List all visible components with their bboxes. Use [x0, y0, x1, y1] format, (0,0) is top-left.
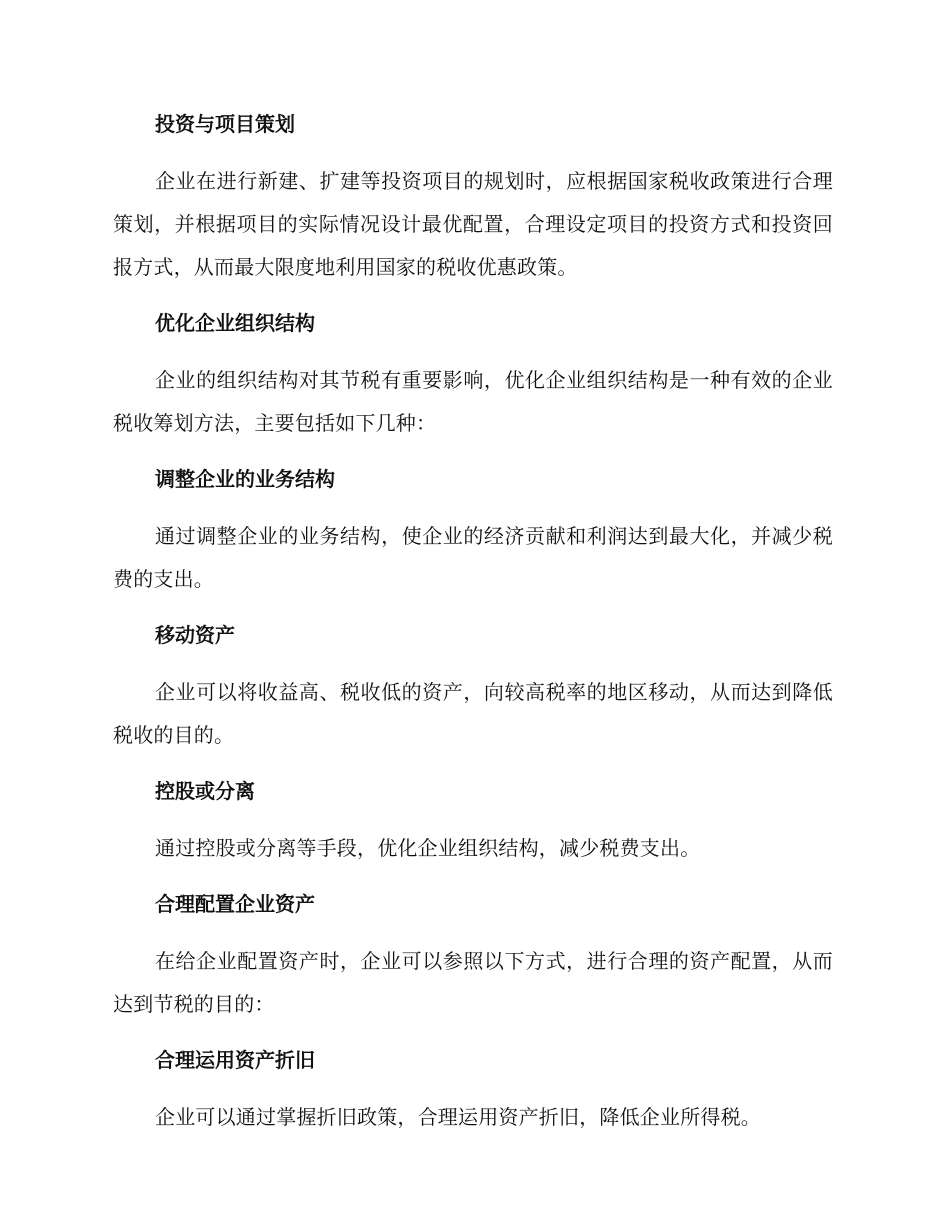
section-heading: 优化企业组织结构 — [155, 311, 315, 335]
section-paragraph: 企业的组织结构对其节税有重要影响，优化企业组织结构是一种有效的企业税收筹划方法，主要包括如下几种： — [113, 368, 833, 435]
document-page — [113, 108, 833, 1157]
section-paragraph: 在给企业配置资产时，企业可以参照以下方式，进行合理的资产配置，从而达到节税的目的： — [113, 949, 833, 1016]
section-heading: 调整企业的业务结构 — [155, 467, 335, 491]
section-heading: 控股或分离 — [155, 779, 255, 803]
section-heading: 合理配置企业资产 — [155, 892, 315, 916]
section-paragraph: 企业可以将收益高、税收低的资产，向较高税率的地区移动，从而达到降低税收的目的。 — [113, 680, 833, 747]
section-paragraph: 通过控股或分离等手段，优化企业组织结构，减少税费支出。 — [155, 836, 701, 860]
section-paragraph: 通过调整企业的业务结构，使企业的经济贡献和利润达到最大化，并减少税费的支出。 — [113, 524, 833, 591]
section-heading: 移动资产 — [155, 623, 235, 647]
section-heading: 投资与项目策划 — [155, 112, 295, 136]
section-paragraph: 企业在进行新建、扩建等投资项目的规划时，应根据国家税收政策进行合理策划，并根据项目的实际情况设计最优配置，合理设定项目的投资方式和投资回报方式，从而最大限度地利用国家的税收优惠政策。 — [113, 169, 833, 279]
section-heading: 合理运用资产折旧 — [155, 1048, 315, 1072]
section-paragraph: 企业可以通过掌握折旧政策，合理运用资产折旧，降低企业所得税。 — [155, 1105, 761, 1129]
